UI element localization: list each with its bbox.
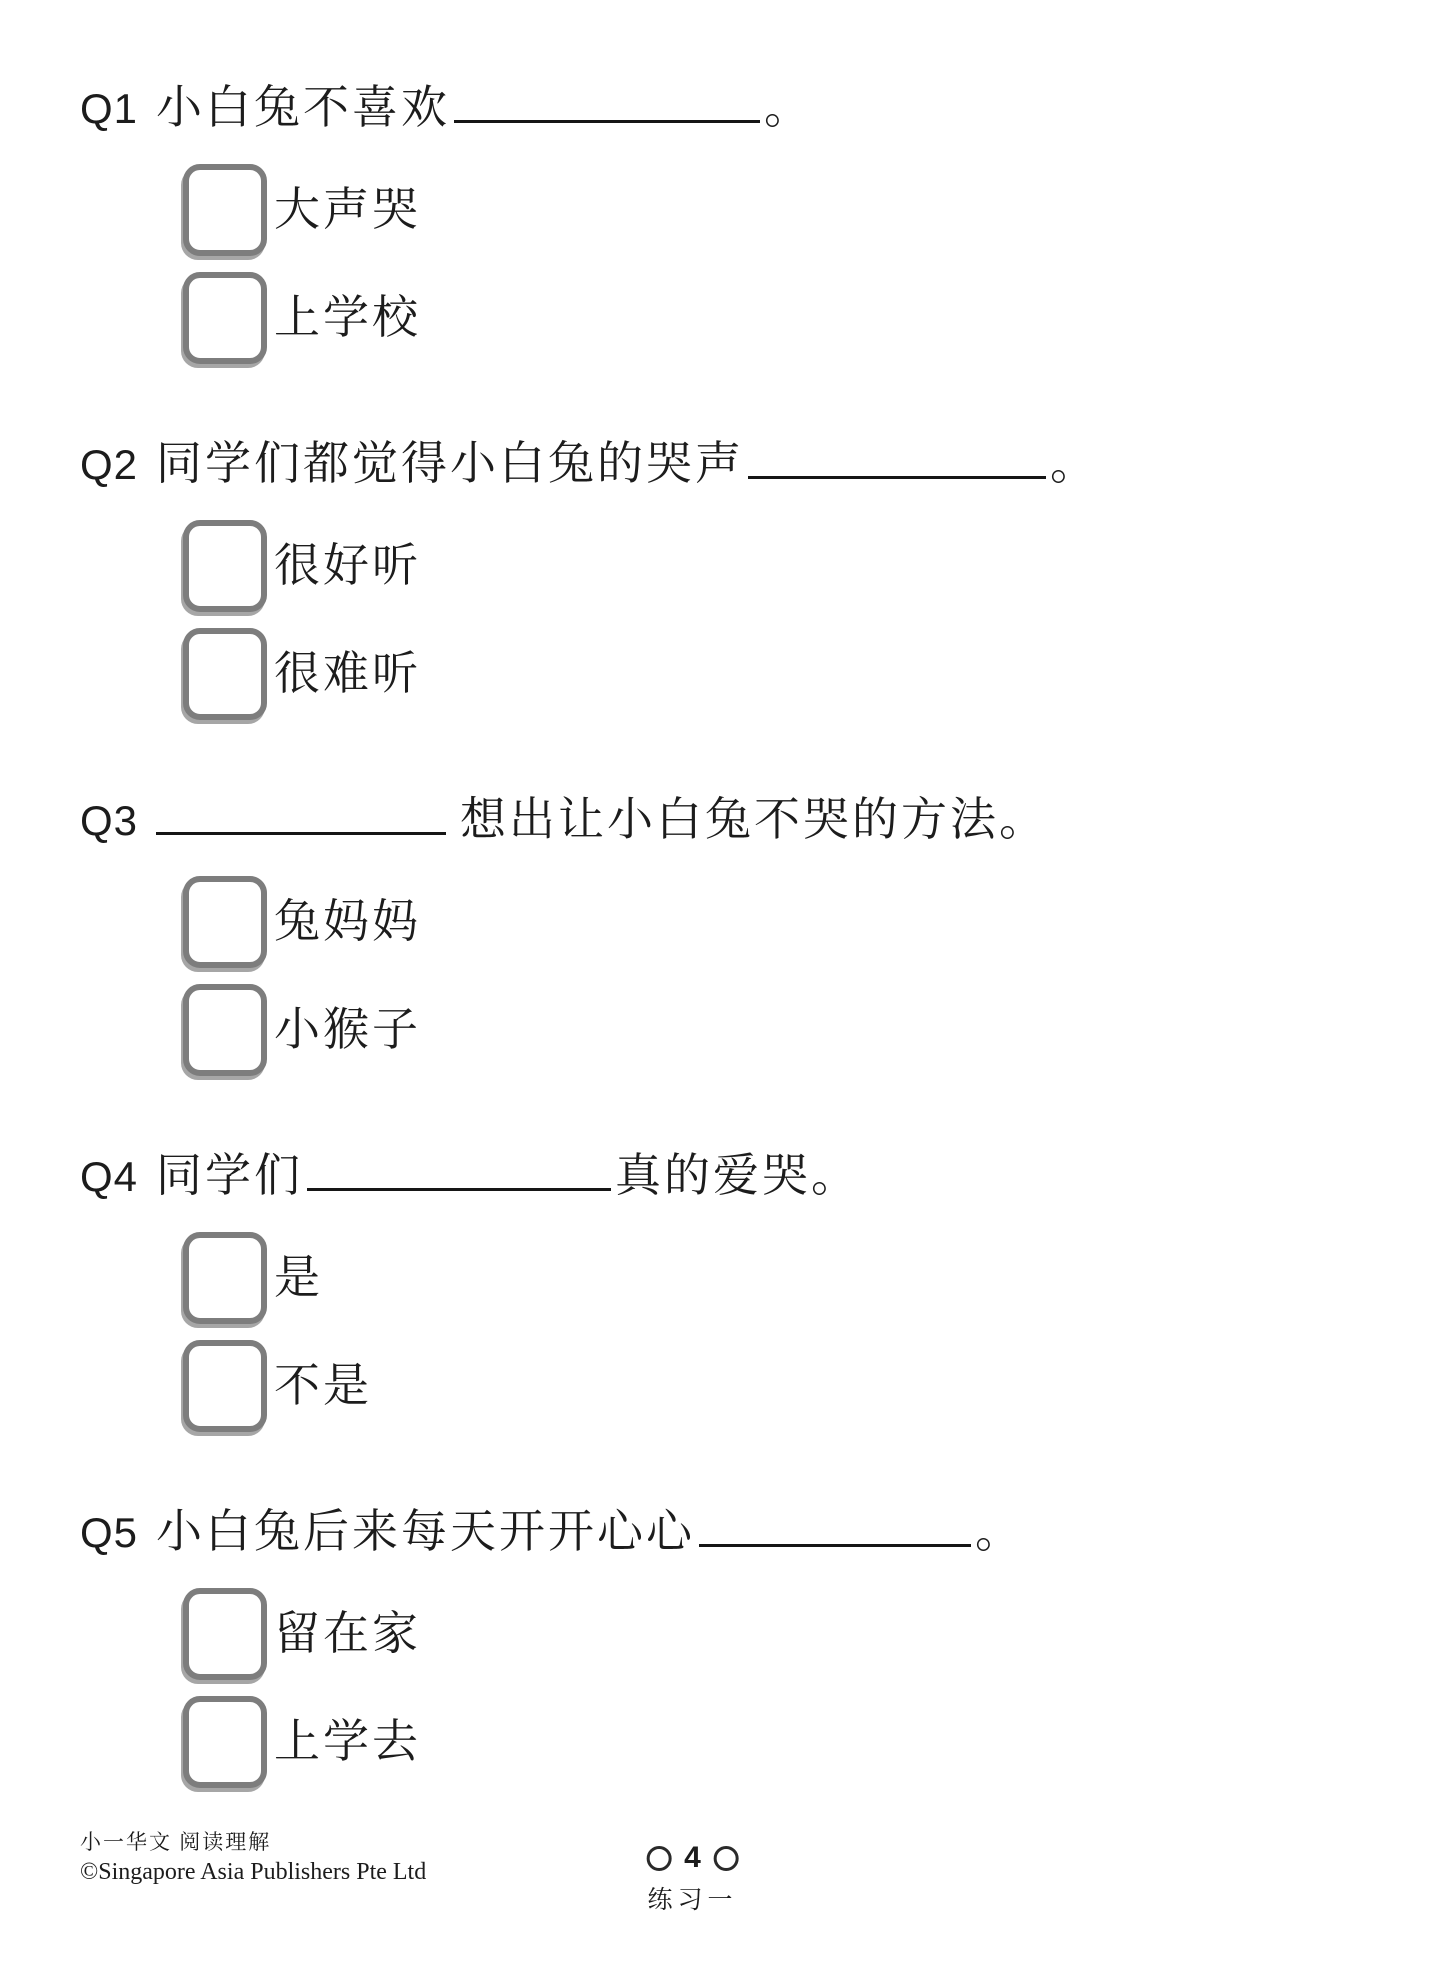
option-checkbox[interactable] <box>183 628 267 720</box>
answer-blank[interactable] <box>748 434 1046 479</box>
answer-blank[interactable] <box>699 1502 971 1547</box>
option-checkbox[interactable] <box>183 1696 267 1788</box>
question-text-post: 真的爱哭。 <box>615 1150 860 1201</box>
question-row <box>80 434 1445 494</box>
option-row <box>183 272 1445 364</box>
page-circle-left-icon <box>646 1846 671 1871</box>
question-row <box>80 790 1445 850</box>
option-checkbox[interactable] <box>183 876 267 968</box>
exercise-label: 练习一 <box>647 1887 738 1914</box>
question-block-q4 <box>80 1146 1445 1432</box>
question-text-post: 。 <box>764 82 813 133</box>
option-row <box>183 1340 1445 1432</box>
answer-blank[interactable] <box>454 78 760 123</box>
option-row <box>183 1232 1445 1324</box>
option-label: 是 <box>274 1252 323 1303</box>
question-text-pre: 小白兔后来每天开开心心 <box>156 1506 695 1557</box>
option-label: 很好听 <box>274 540 421 591</box>
option-checkbox[interactable] <box>183 520 267 612</box>
option-label: 兔妈妈 <box>274 896 421 947</box>
question-row <box>80 1146 1445 1206</box>
answer-blank[interactable] <box>307 1146 611 1191</box>
footer-page-block <box>646 1843 739 1916</box>
option-label: 上学去 <box>274 1716 421 1767</box>
question-text-pre: 小白兔不喜欢 <box>156 82 450 133</box>
option-row <box>183 984 1445 1076</box>
option-label: 小猴子 <box>274 1004 421 1055</box>
option-label: 不是 <box>274 1360 372 1411</box>
question-number: Q5 <box>80 1509 139 1556</box>
option-row <box>183 1588 1445 1680</box>
page-circle-right-icon <box>714 1846 739 1871</box>
question-number: Q4 <box>80 1153 139 1200</box>
page-number-row <box>646 1843 739 1873</box>
option-checkbox[interactable] <box>183 164 267 256</box>
option-checkbox[interactable] <box>183 1340 267 1432</box>
question-number: Q3 <box>80 797 139 844</box>
question-text-pre: 同学们 <box>156 1150 303 1201</box>
question-text-post: 想出让小白兔不哭的方法。 <box>460 794 1048 845</box>
option-checkbox[interactable] <box>183 984 267 1076</box>
footer-copyright: ©Singapore Asia Publishers Pte Ltd <box>80 1859 427 1885</box>
option-row <box>183 164 1445 256</box>
question-text-post: 。 <box>1050 438 1099 489</box>
question-text-pre: 同学们都觉得小白兔的哭声 <box>156 438 744 489</box>
option-label: 很难听 <box>274 648 421 699</box>
question-row <box>80 78 1445 138</box>
option-checkbox[interactable] <box>183 1232 267 1324</box>
question-number: Q2 <box>80 441 139 488</box>
question-block-q2 <box>80 434 1445 720</box>
option-checkbox[interactable] <box>183 1588 267 1680</box>
question-row <box>80 1502 1445 1562</box>
option-label: 大声哭 <box>274 184 421 235</box>
question-text-post: 。 <box>975 1506 1024 1557</box>
option-row <box>183 628 1445 720</box>
answer-blank[interactable] <box>156 790 446 835</box>
question-number: Q1 <box>80 85 139 132</box>
question-block-q3 <box>80 790 1445 1076</box>
option-label: 上学校 <box>274 292 421 343</box>
footer-series-title: 小一华文 阅读理解 <box>80 1830 272 1854</box>
question-block-q1 <box>80 78 1445 364</box>
option-checkbox[interactable] <box>183 272 267 364</box>
option-label: 留在家 <box>274 1608 421 1659</box>
page-number: 4 <box>684 1841 701 1874</box>
option-row <box>183 1696 1445 1788</box>
footer-publisher-block <box>80 1826 426 1886</box>
option-row <box>183 876 1445 968</box>
question-block-q5 <box>80 1502 1445 1788</box>
option-row <box>183 520 1445 612</box>
